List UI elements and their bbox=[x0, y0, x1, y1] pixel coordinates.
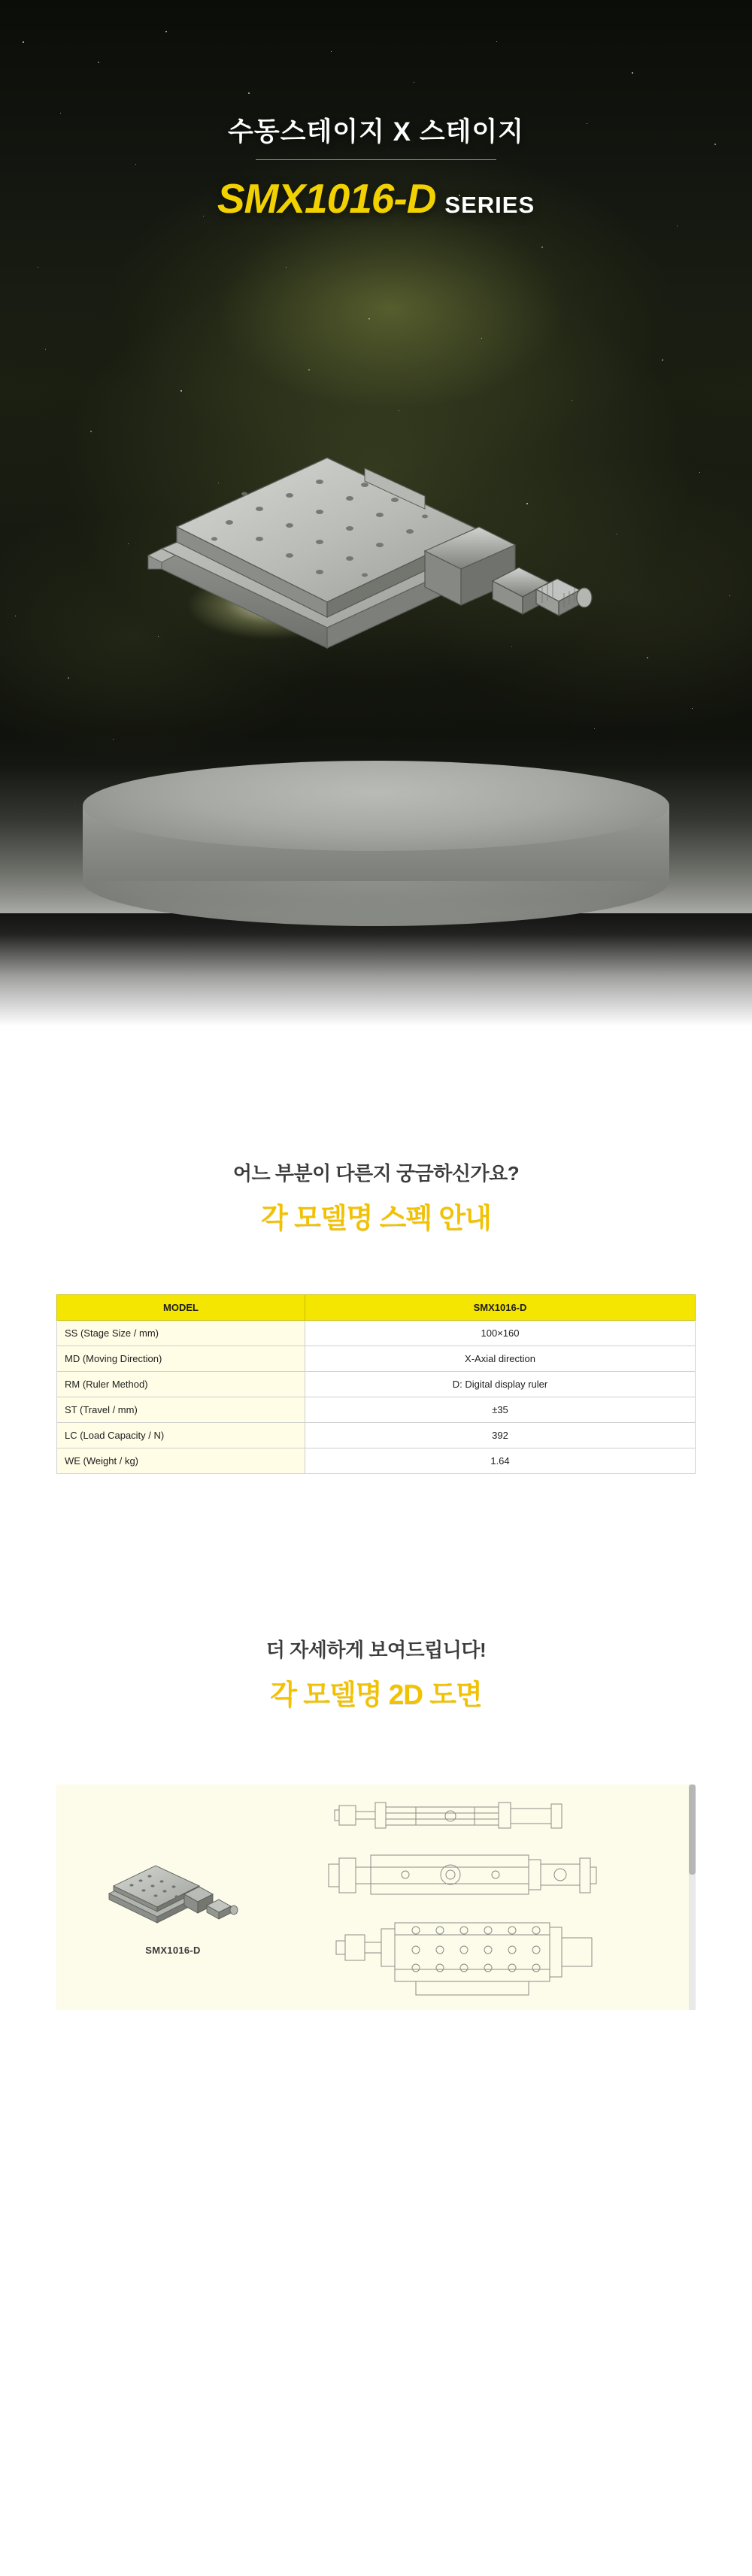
hero-banner bbox=[0, 0, 752, 1026]
spec-section-subtitle: 어느 부분이 다른지 궁금하신가요? bbox=[232, 1162, 520, 1185]
spec-row-label: WE (Weight / kg) bbox=[57, 1448, 305, 1474]
spec-row-value: D: Digital display ruler bbox=[305, 1372, 696, 1397]
spec-row-value: 392 bbox=[305, 1423, 696, 1448]
top-view-drawing bbox=[336, 1923, 592, 1995]
side-view-drawing bbox=[335, 1803, 562, 1828]
spec-header-value: SMX1016-D bbox=[305, 1295, 696, 1321]
front-view-drawing bbox=[329, 1855, 596, 1894]
spec-table-wrapper bbox=[56, 1294, 696, 1474]
spec-table-header-row bbox=[57, 1295, 696, 1321]
spec-row-value: X-Axial direction bbox=[305, 1346, 696, 1372]
drawing-thumbnail-area bbox=[56, 1784, 290, 2010]
linear-stage-3d-thumbnail-icon bbox=[102, 1839, 244, 1937]
spec-row-label: MD (Moving Direction) bbox=[57, 1346, 305, 1372]
hero-divider bbox=[256, 159, 496, 160]
hero-series-label: SERIES bbox=[444, 192, 535, 218]
spec-section-title: 각 모델명 스펙 안내 bbox=[261, 1203, 491, 1234]
spec-table bbox=[56, 1294, 696, 1474]
technical-drawings-group bbox=[303, 1795, 679, 1999]
podium-cylinder bbox=[83, 761, 669, 919]
drawing-section-title: 각 모델명 2D 도면 bbox=[270, 1679, 482, 1710]
drawing-section bbox=[0, 1474, 752, 2010]
panel-scrollbar[interactable] bbox=[689, 1784, 696, 2010]
spec-row-value: 1.64 bbox=[305, 1448, 696, 1474]
spec-row-label: SS (Stage Size / mm) bbox=[57, 1321, 305, 1346]
hero-title: 수동스테이지 X 스테이지 bbox=[228, 117, 524, 147]
spec-section bbox=[0, 1026, 752, 1474]
scrollbar-thumb[interactable] bbox=[689, 1784, 696, 1875]
hero-product-image bbox=[139, 380, 620, 695]
hero-model-code: SMX1016-D bbox=[217, 175, 436, 222]
table-row bbox=[57, 1397, 696, 1423]
table-row bbox=[57, 1346, 696, 1372]
spec-row-label: LC (Load Capacity / N) bbox=[57, 1423, 305, 1448]
drawing-views-area bbox=[290, 1784, 696, 2010]
hero-model-line bbox=[0, 174, 752, 222]
spec-row-value: ±35 bbox=[305, 1397, 696, 1423]
spec-header-model: MODEL bbox=[57, 1295, 305, 1321]
table-row bbox=[57, 1423, 696, 1448]
hero-bottom-fade bbox=[0, 898, 752, 1026]
spec-row-value: 100×160 bbox=[305, 1321, 696, 1346]
spec-row-label: ST (Travel / mm) bbox=[57, 1397, 305, 1423]
table-row bbox=[57, 1321, 696, 1346]
drawing-section-header bbox=[0, 1635, 752, 1712]
table-row bbox=[57, 1448, 696, 1474]
spec-section-header bbox=[0, 1158, 752, 1236]
table-row bbox=[57, 1372, 696, 1397]
drawing-panel bbox=[56, 1784, 696, 2010]
spec-row-label: RM (Ruler Method) bbox=[57, 1372, 305, 1397]
drawing-section-subtitle: 더 자세하게 보여드립니다! bbox=[265, 1639, 487, 1661]
drawing-thumbnail-caption: SMX1016-D bbox=[145, 1944, 201, 1956]
